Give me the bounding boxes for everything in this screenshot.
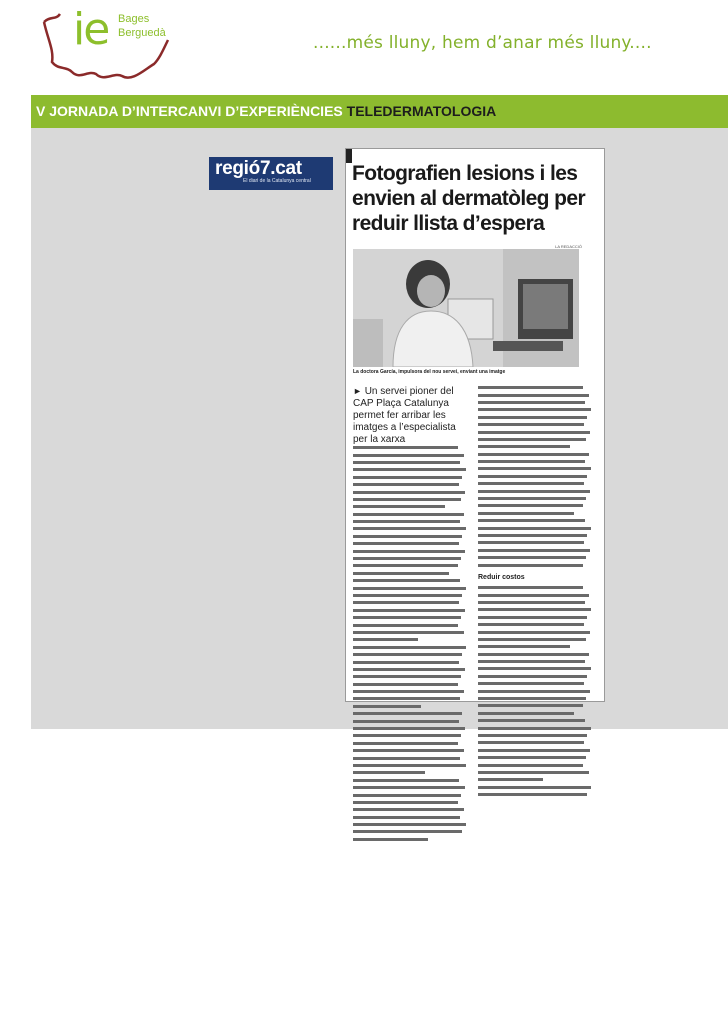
logo-word-bages: Bages [118, 13, 150, 25]
print-line [353, 630, 467, 637]
print-line [353, 578, 467, 585]
print-line [353, 526, 467, 533]
print-line [478, 740, 592, 747]
newspaper-tagline: El diari de la Catalunya central [243, 178, 311, 184]
clipping-headline: Fotografien lesions i les envien al dermatòleg per reduir llista d’espera [352, 162, 586, 235]
clipping-subhead: Reduir costos [478, 574, 525, 581]
slogan: ......més lluny, hem d’anar més lluny.... [313, 33, 652, 53]
print-line [353, 482, 467, 489]
print-line [478, 777, 592, 784]
print-line [478, 548, 592, 555]
newspaper-clipping [345, 148, 605, 702]
print-line [478, 555, 592, 562]
text-column-left [353, 445, 467, 844]
print-line [353, 792, 467, 799]
print-line [353, 645, 467, 652]
print-line [353, 778, 467, 785]
page-title [36, 103, 496, 119]
print-line [353, 815, 467, 822]
print-line [353, 667, 467, 674]
lead-arrow-icon: ► [353, 386, 362, 396]
print-line [478, 429, 592, 436]
print-line [478, 452, 592, 459]
print-line [478, 437, 592, 444]
print-line [353, 608, 467, 615]
print-line [478, 629, 592, 636]
print-line [478, 474, 592, 481]
print-line [478, 518, 592, 525]
print-line [353, 733, 467, 740]
print-line [478, 488, 592, 495]
title-topic: TELEDERMATOLOGIA [346, 103, 497, 119]
print-line [478, 644, 592, 651]
print-line [478, 770, 592, 777]
print-line [478, 562, 592, 569]
print-line [353, 615, 467, 622]
newspaper-name: regió7.cat [215, 158, 302, 179]
print-line [353, 807, 467, 814]
print-line [478, 748, 592, 755]
print-line [478, 415, 592, 422]
print-line [478, 407, 592, 414]
print-line [478, 444, 592, 451]
print-line [353, 504, 467, 511]
print-line [353, 741, 467, 748]
print-line [478, 792, 592, 799]
print-line [478, 725, 592, 732]
print-line [353, 674, 467, 681]
print-line [478, 696, 592, 703]
print-line [353, 726, 467, 733]
print-line [353, 452, 467, 459]
print-line [353, 770, 467, 777]
logo-word-bergueda: Berguedà [118, 27, 166, 39]
print-line [478, 459, 592, 466]
print-line [478, 785, 592, 792]
print-line [478, 422, 592, 429]
print-line [478, 652, 592, 659]
print-line [478, 666, 592, 673]
print-line [353, 711, 467, 718]
print-line [353, 548, 467, 555]
print-line [353, 659, 467, 666]
print-line [353, 556, 467, 563]
print-line [478, 533, 592, 540]
print-line [353, 460, 467, 467]
print-line [353, 622, 467, 629]
print-line [478, 762, 592, 769]
print-line [478, 592, 592, 599]
print-line [478, 466, 592, 473]
print-line [353, 637, 467, 644]
print-line [353, 689, 467, 696]
print-line [478, 755, 592, 762]
print-line [353, 682, 467, 689]
print-line [478, 733, 592, 740]
newspaper-logo [209, 157, 333, 190]
print-line [353, 800, 467, 807]
print-line [353, 696, 467, 703]
print-line [478, 481, 592, 488]
print-line [353, 489, 467, 496]
print-line [478, 385, 592, 392]
clipping-byline: LA REDACCIÓ [555, 244, 582, 249]
title-band [31, 95, 728, 128]
print-line [478, 688, 592, 695]
print-line [353, 785, 467, 792]
print-line [478, 674, 592, 681]
print-line [353, 652, 467, 659]
print-line [353, 445, 467, 452]
print-line [478, 718, 592, 725]
title-main: V JORNADA D’INTERCANVI D’EXPERIÈNCIES [36, 103, 343, 119]
print-line [478, 622, 592, 629]
print-line [478, 600, 592, 607]
print-line [353, 704, 467, 711]
print-line [478, 392, 592, 399]
photo-caption: La doctora García, impulsora del nou servei, enviant una imatge [353, 369, 506, 375]
lead-text: Un servei pioner del CAP Plaça Catalunya permet fer arribar les imatges a l’especialista per la xarxa [353, 386, 456, 445]
print-line [478, 496, 592, 503]
print-line [478, 585, 592, 592]
print-line [478, 703, 592, 710]
print-line [353, 585, 467, 592]
text-column-right-bottom [478, 585, 592, 799]
print-line [478, 511, 592, 518]
clipping-photo [353, 249, 579, 367]
logo [40, 0, 171, 88]
print-line [478, 711, 592, 718]
print-line [353, 748, 467, 755]
logo-letters: ie [73, 4, 109, 55]
print-line [353, 571, 467, 578]
print-line [353, 475, 467, 482]
print-line [353, 563, 467, 570]
print-line [478, 400, 592, 407]
clipping-lead [353, 385, 463, 446]
print-line [353, 837, 467, 844]
text-column-right-top [478, 385, 592, 570]
print-line [353, 763, 467, 770]
print-line [353, 755, 467, 762]
print-line [353, 534, 467, 541]
print-line [353, 822, 467, 829]
print-line [478, 607, 592, 614]
logo-words [118, 12, 166, 40]
print-line [353, 718, 467, 725]
print-line [353, 519, 467, 526]
print-line [478, 615, 592, 622]
print-line [353, 600, 467, 607]
print-line [478, 525, 592, 532]
print-line [353, 593, 467, 600]
print-line [353, 497, 467, 504]
print-line [478, 681, 592, 688]
print-line [478, 540, 592, 547]
print-line [353, 541, 467, 548]
print-line [478, 503, 592, 510]
print-line [353, 829, 467, 836]
print-line [353, 512, 467, 519]
print-line [353, 467, 467, 474]
print-line [478, 637, 592, 644]
print-line [478, 659, 592, 666]
